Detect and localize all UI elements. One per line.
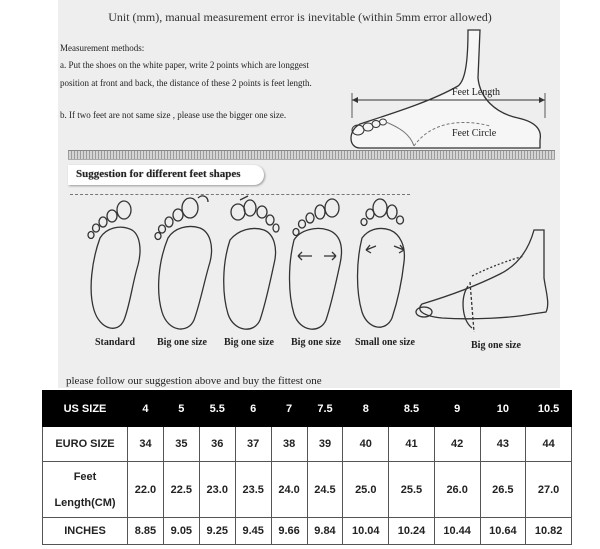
label-big-size-2: Big one size	[224, 337, 274, 348]
cell: 10.5	[526, 391, 572, 427]
follow-suggestion-text: please follow our suggestion above and buy the fittest one	[66, 375, 322, 387]
cell: 7.5	[307, 391, 343, 427]
cell: 22.5	[163, 462, 199, 518]
cell: 41	[389, 427, 435, 462]
cell: 8	[343, 391, 389, 427]
label-standard: Standard	[95, 337, 136, 348]
cell: 25.0	[343, 462, 389, 518]
suggestion-banner	[68, 165, 264, 185]
foot-big-size-1-icon	[155, 196, 212, 329]
foot-small-size-icon	[358, 199, 405, 327]
cell: 9.05	[163, 518, 199, 545]
cell: 27.0	[526, 462, 572, 518]
cell: 43	[480, 427, 526, 462]
cell: 10.82	[526, 518, 572, 545]
cell: 26.0	[434, 462, 480, 518]
label-small-size: Small one size	[355, 337, 415, 348]
cell: 36	[199, 427, 235, 462]
feet-circle-label: Feet Circle	[452, 128, 497, 139]
row-label-line1: Feet	[73, 470, 97, 483]
cell: 4	[128, 391, 164, 427]
cell: 9.45	[235, 518, 271, 545]
row-inches	[43, 518, 572, 545]
method-b: b. If two feet are not same size , please use the bigger one size.	[60, 110, 287, 120]
row-euro-size	[43, 427, 572, 462]
cell: 44	[526, 427, 572, 462]
cell: 26.5	[480, 462, 526, 518]
high-instep-diagram	[412, 228, 557, 338]
cell: 35	[163, 427, 199, 462]
cell: 42	[434, 427, 480, 462]
method-a-line2: position at front and back, the distance of these 2 points is feet length.	[60, 78, 312, 88]
cell: 39	[307, 427, 343, 462]
row-label-line2: Length(CM)	[54, 496, 116, 509]
methods-heading: Measurement methods:	[60, 43, 145, 53]
unit-title: Unit (mm), manual measurement error is inevitable (within 5mm error allowed)	[108, 10, 492, 24]
cell: 24.0	[271, 462, 307, 518]
feet-shapes-figure	[80, 190, 430, 335]
size-chart-table	[42, 390, 572, 545]
cell: 7	[271, 391, 307, 427]
cell: 34	[128, 427, 164, 462]
cell: 9.84	[307, 518, 343, 545]
row-label: INCHES	[43, 518, 128, 545]
label-big-size-1: Big one size	[157, 337, 207, 348]
row-label: US SIZE	[43, 391, 128, 427]
cell: 40	[343, 427, 389, 462]
cell: 6	[235, 391, 271, 427]
cell: 10.64	[480, 518, 526, 545]
measuring-ruler	[68, 150, 555, 160]
cell: 10.24	[389, 518, 435, 545]
cell: 10	[480, 391, 526, 427]
foot-measure-diagram	[340, 18, 555, 153]
label-big-size-4: Big one size	[471, 340, 521, 351]
cell: 9	[434, 391, 480, 427]
cell: 25.5	[389, 462, 435, 518]
cell: 24.5	[307, 462, 343, 518]
row-us-size	[43, 391, 572, 427]
row-label: EURO SIZE	[43, 427, 128, 462]
row-feet-length	[43, 462, 572, 518]
cell: 8.5	[389, 391, 435, 427]
cell: 38	[271, 427, 307, 462]
cell: 22.0	[128, 462, 164, 518]
cell: 5.5	[199, 391, 235, 427]
method-a-line1: a. Put the shoes on the white paper, write 2 points which are longgest	[60, 60, 309, 70]
cell: 9.66	[271, 518, 307, 545]
cell: 37	[235, 427, 271, 462]
cell: 23.0	[199, 462, 235, 518]
cell: 23.5	[235, 462, 271, 518]
foot-big-size-3-icon	[290, 199, 342, 329]
foot-big-size-2-icon	[224, 196, 279, 329]
label-big-size-3: Big one size	[291, 337, 341, 348]
feet-length-label: Feet Length	[452, 87, 501, 98]
cell: 10.44	[434, 518, 480, 545]
cell: 10.04	[343, 518, 389, 545]
suggestion-title: Suggestion for different feet shapes	[76, 168, 241, 180]
row-label	[43, 462, 128, 518]
cell: 5	[163, 391, 199, 427]
cell: 8.85	[128, 518, 164, 545]
foot-standard-icon	[88, 201, 140, 328]
cell: 9.25	[199, 518, 235, 545]
